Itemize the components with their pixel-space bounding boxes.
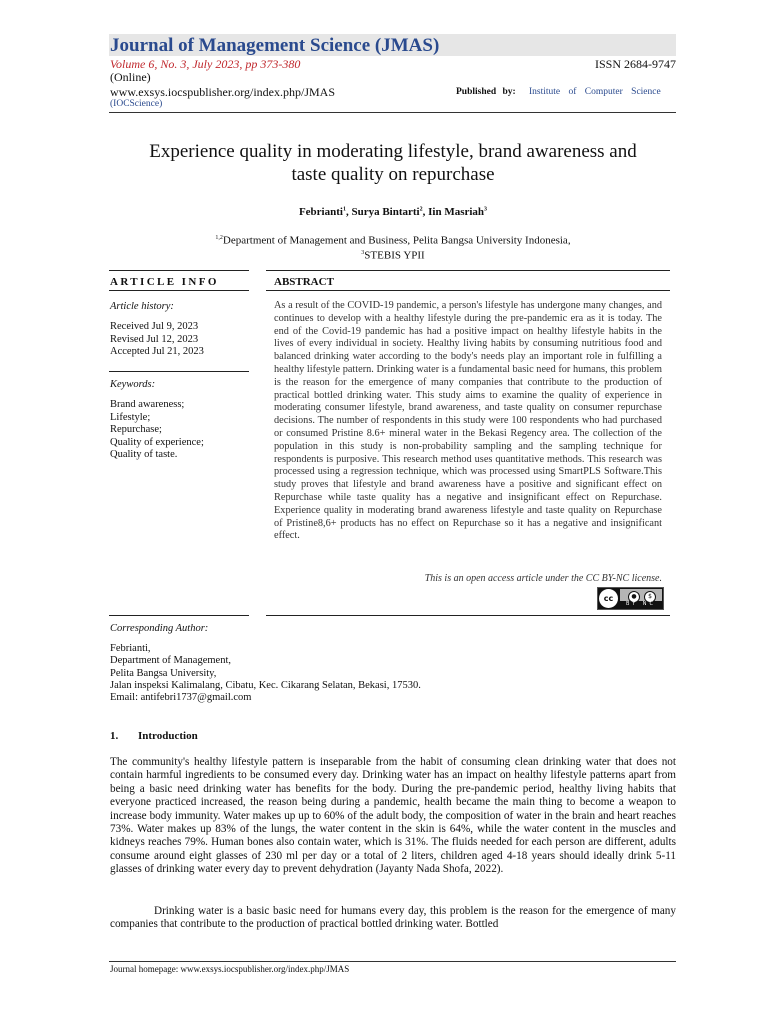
header-divider — [109, 112, 676, 113]
author-list: Febrianti$^1$, Surya Bintarti$^2$, Iin Masriah$^3$ — [298, 206, 488, 218]
abstract-bottom-rule — [266, 615, 670, 616]
author-sup: 1 — [342, 206, 346, 213]
affiliation-2-sup: 3 — [361, 249, 365, 256]
affiliation-2-text: STEBIS YPII — [364, 249, 425, 262]
abstract-heading: ABSTRACT — [274, 276, 334, 288]
received-date: Received Jul 9, 2023 — [110, 321, 199, 332]
published-by-label: Published by: — [456, 87, 516, 97]
license-nc-label: NC — [642, 601, 657, 607]
keyword-item: Repurchase; — [110, 424, 162, 435]
corresponding-line: Department of Management, — [110, 655, 231, 667]
keyword-item: Lifestyle; — [110, 412, 151, 423]
license-by-label: BY — [625, 601, 639, 607]
history-divider — [109, 371, 249, 372]
article-info-bottom-rule — [109, 615, 249, 616]
keyword-item: Quality of taste. — [110, 449, 178, 460]
corresponding-line: Jalan inspeksi Kalimalang, Cibatu, Kec. Cikarang Selatan, Bekasi, 17530. — [110, 679, 421, 691]
paper-title — [110, 140, 676, 186]
intro-paragraph-1: The community's healthy lifestyle pattern is inseparable from the habit of consuming clean drinking water that does not contain harmful ingredients to be consumed every day. Drinking water has an impact on healthy lifestyle patterns apart from being a basic need drinking water has benefits for the body. During the pre-pandemic period, healthy living habits that everyone practiced increased, the reason being during a pandemic, health became the main thing to become a weapon to increase body immunity. Water makes up up to 60% of the adult body, the composition of water in the brain and heart reaches 73%. Water makes up 83% of the lungs, the water content in the skin is 64%, while the water content in the muscles and kidneys reaches 79%. Human bones also contain water, which is 31%. The fluids needed for each person are different, adults consume around eight glasses of 230 ml per day or a total of 2 liters, children aged 4-18 years should ideally drink 5-11 glasses of drinking water every day to prevent dehydration (Jayanty Nada Shofa, 2022). — [110, 756, 676, 876]
affiliation-1-sup: 1,2 — [215, 235, 223, 241]
issn: ISSN 2684-9747 — [594, 57, 676, 71]
abstract-top-rule — [266, 270, 670, 271]
publisher-link[interactable]: Institute of Computer Science — [529, 87, 661, 97]
abstract-text: As a result of the COVID-19 pandemic, a person's lifestyle has undergone many changes, and continues to develop with a healthy lifestyle during the pre-pandemic era as it is today. The end of the Covid-19 pandemic has had a positive impact on healthy lifestyle habits in the lives of every individual in society. Healthy living habits by consuming nutritious food and balanced drinking water according to the body's needs play an important role in fulfilling a healthy lifestyle pattern. Drinking water is a fundamental basic need for humans, this problem is the reason for the emergence of many companies that contribute to the production of practical bottled drinking water. This study aims to examine the quality of experience in moderating consumer lifestyle, brand awareness, and taste quality on consumer repurchase decisions. The number of respondents in this study were 100 respondents who had purchased or consumed Pristine 8.6+ mineral water in the Bekasi Regency area. The collection of the population in this study is non-probability sampling and the sampling technique for respondents is purposive. This research method uses quantitative methods. This research was processed using a regression technique, which was processed using SmartPLS Software.This study proves that lifestyle and brand awareness have a positive and significant effect on Repurchase while taste quality has a negative and insignificant effect on Repurchase. Experience quality in moderating brand awareness lifestyle and taste quality on Repurchase of Pristine8,6+ products has no effect on Repurchase so it has a negative and insignificant effect. — [274, 300, 662, 542]
author-sup: 2 — [419, 206, 423, 213]
intro-paragraph-2: Drinking water is a basic basic need for humans every day, this problem is the reason for the emergence of many companies that contribute to the production of practical bottled drinking water. Bottled — [110, 905, 676, 931]
article-info-heading: ARTICLE INFO — [110, 276, 219, 288]
corresponding-line: Febrianti, — [110, 643, 151, 654]
keyword-item: Brand awareness; — [110, 399, 185, 410]
author-name: Iin Masriah — [428, 206, 485, 218]
author-name: Febrianti — [298, 206, 343, 218]
author-sup: 3 — [484, 206, 488, 213]
affiliation-1 — [110, 232, 676, 247]
corresponding-author-heading: Corresponding Author: — [110, 623, 209, 634]
keyword-item: Quality of experience; — [110, 437, 204, 448]
license-terms — [620, 601, 662, 607]
footer-divider — [109, 961, 676, 962]
paper-title-line-2: taste quality on repurchase — [291, 164, 495, 185]
paper-title-line-1: Experience quality in moderating lifestyle, brand awareness and — [149, 141, 637, 162]
volume-info: Volume 6, No. 3, July 2023, pp 373-380 — [110, 57, 301, 71]
cc-by-nc-badge[interactable] — [597, 587, 664, 610]
cc-icon: cc — [599, 589, 618, 608]
noncommercial-icon: $ — [644, 591, 656, 603]
license-icons-band — [620, 589, 662, 601]
affiliations — [110, 232, 676, 261]
journal-title: Journal of Management Science (JMAS) — [110, 35, 440, 56]
article-history-heading: Article history: — [110, 301, 174, 312]
accepted-date: Accepted Jul 21, 2023 — [110, 346, 204, 357]
abstract-heading-rule — [266, 290, 670, 291]
journal-url-link[interactable]: www.exsys.iocspublisher.org/index.php/JMAS — [110, 85, 335, 99]
license-note: This is an open access article under the CC BY-NC license. — [424, 573, 662, 584]
affiliation-1-text: Department of Management and Business, Pelita Bangsa University Indonesia, — [222, 234, 571, 247]
section-heading-introduction — [110, 730, 198, 742]
affiliation-2 — [110, 247, 676, 262]
article-info-top-rule — [109, 270, 249, 271]
article-info-heading-rule — [109, 290, 249, 291]
corresponding-line: Pelita Bangsa University, — [110, 667, 217, 679]
section-number: 1. — [110, 730, 119, 742]
footer-homepage: Journal homepage: www.exsys.iocspublisher.org/index.php/JMAS — [110, 964, 350, 974]
keywords-heading: Keywords: — [110, 379, 156, 390]
corresponding-email[interactable]: Email: antifebri1737@gmail.com — [110, 692, 252, 704]
corresponding-author-details — [110, 643, 421, 704]
publisher-abbrev: (IOCScience) — [110, 99, 163, 109]
by-person-icon: ● — [628, 591, 640, 603]
online-label: (Online) — [110, 70, 151, 84]
revised-date: Revised Jul 12, 2023 — [110, 334, 199, 345]
section-title: Introduction — [138, 730, 198, 742]
author-name: Surya Bintarti — [351, 206, 420, 218]
